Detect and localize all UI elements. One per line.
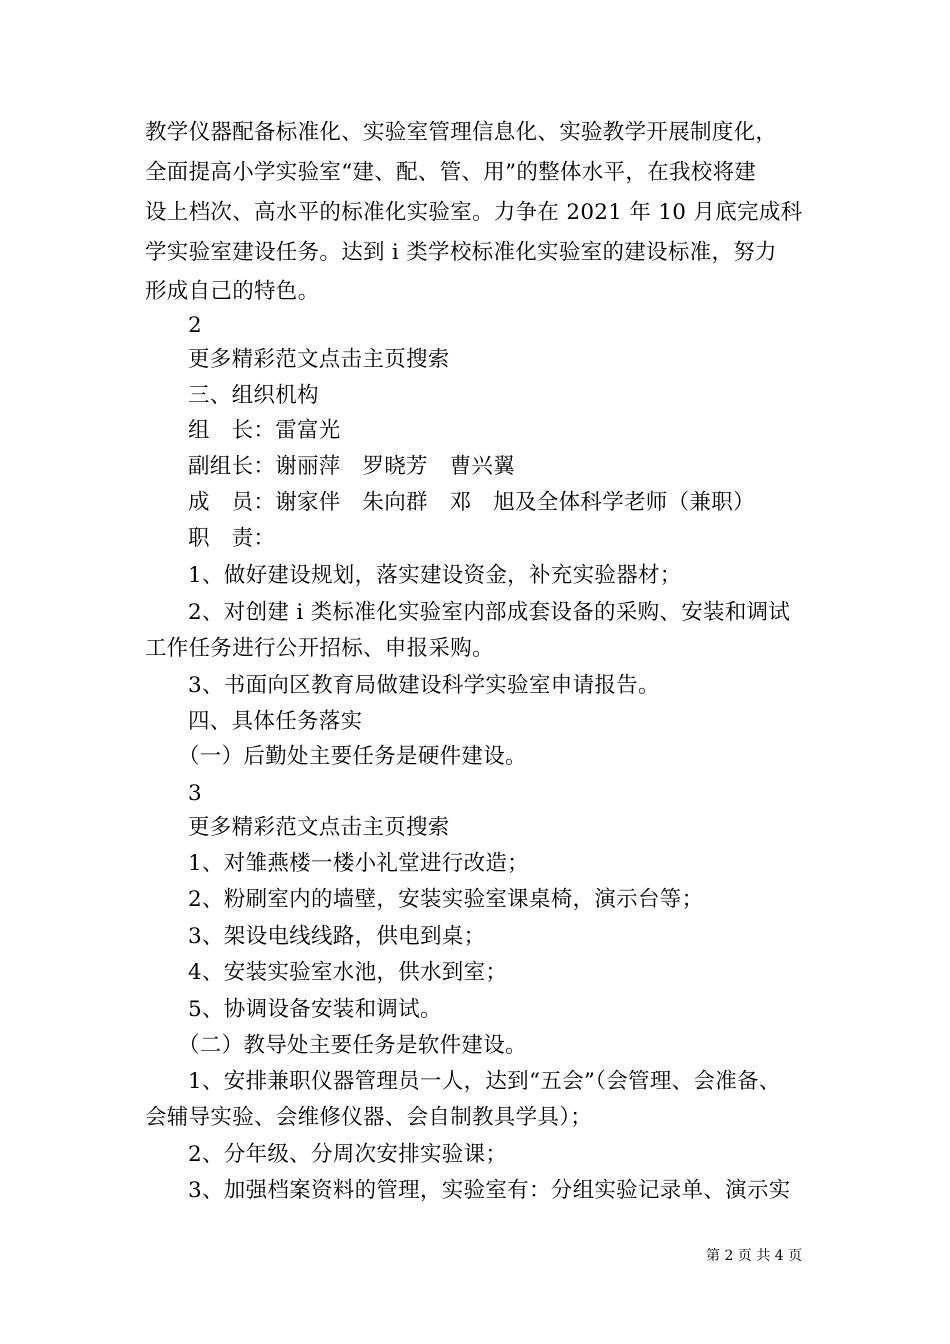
body-line: 副组长：谢丽萍 罗晓芳 曹兴翼: [188, 454, 516, 479]
body-line: 2、分年级、分周次安排实验课；: [188, 1142, 508, 1167]
body-line: 5、协调设备安装和调试。: [188, 997, 442, 1022]
body-line: 职 责：: [188, 526, 276, 551]
section-heading: 四、具体任务落实: [188, 709, 363, 734]
page-number-marker: 3: [188, 781, 202, 806]
body-line: 2、对创建 i 类标准化实验室内部成套设备的采购、安装和调试: [188, 600, 791, 625]
body-line: 教学仪器配备标准化、实验室管理信息化、实验教学开展制度化，: [145, 120, 778, 145]
promo-line: 更多精彩范文点击主页搜索: [188, 347, 450, 372]
body-line: 设上档次、高水平的标准化实验室。力争在 2021 年 10 月底完成科: [145, 200, 803, 225]
subsection-heading: （二）教导处主要任务是软件建设。: [178, 1033, 527, 1058]
body-line: 组 长：雷富光: [188, 418, 341, 443]
body-line: 3、架设电线线路，供电到桌；: [188, 924, 486, 949]
promo-line: 更多精彩范文点击主页搜索: [188, 815, 450, 840]
body-line: 形成自己的特色。: [145, 279, 320, 304]
body-line: 3、加强档案资料的管理，实验室有：分组实验记录单、演示实: [188, 1178, 791, 1203]
body-line: 1、做好建设规划，落实建设资金，补充实验器材；: [188, 563, 682, 588]
body-line: 3、书面向区教育局做建设科学实验室申请报告。: [188, 673, 660, 698]
body-line: 全面提高小学实验室“建、配、管、用”的整体水平，在我校将建: [145, 160, 757, 185]
subsection-heading: （一）后勤处主要任务是硬件建设。: [178, 744, 527, 769]
page-footer: 第 2 页 共 4 页: [706, 1248, 803, 1264]
body-line: 工作任务进行公开招标、申报采购。: [145, 636, 494, 661]
section-heading: 三、组织机构: [188, 383, 319, 408]
body-line: 4、安装实验室水池，供水到室；: [188, 960, 508, 985]
body-line: 成 员：谢家伴 朱向群 邓 旭及全体科学老师（兼职）: [188, 490, 755, 515]
body-line: 1、安排兼职仪器管理员一人，达到“五会”（会管理、会准备、: [188, 1069, 781, 1094]
body-line: 1、对雏燕楼一楼小礼堂进行改造；: [188, 851, 529, 876]
body-line: 学实验室建设任务。达到 i 类学校标准化实验室的建设标准，努力: [145, 240, 777, 265]
body-line: 会辅导实验、会维修仪器、会自制教具学具）；: [145, 1105, 593, 1130]
page-number-marker: 2: [188, 313, 202, 338]
body-line: 2、粉刷室内的墙壁，安装实验室课桌椅，演示台等；: [188, 887, 704, 912]
